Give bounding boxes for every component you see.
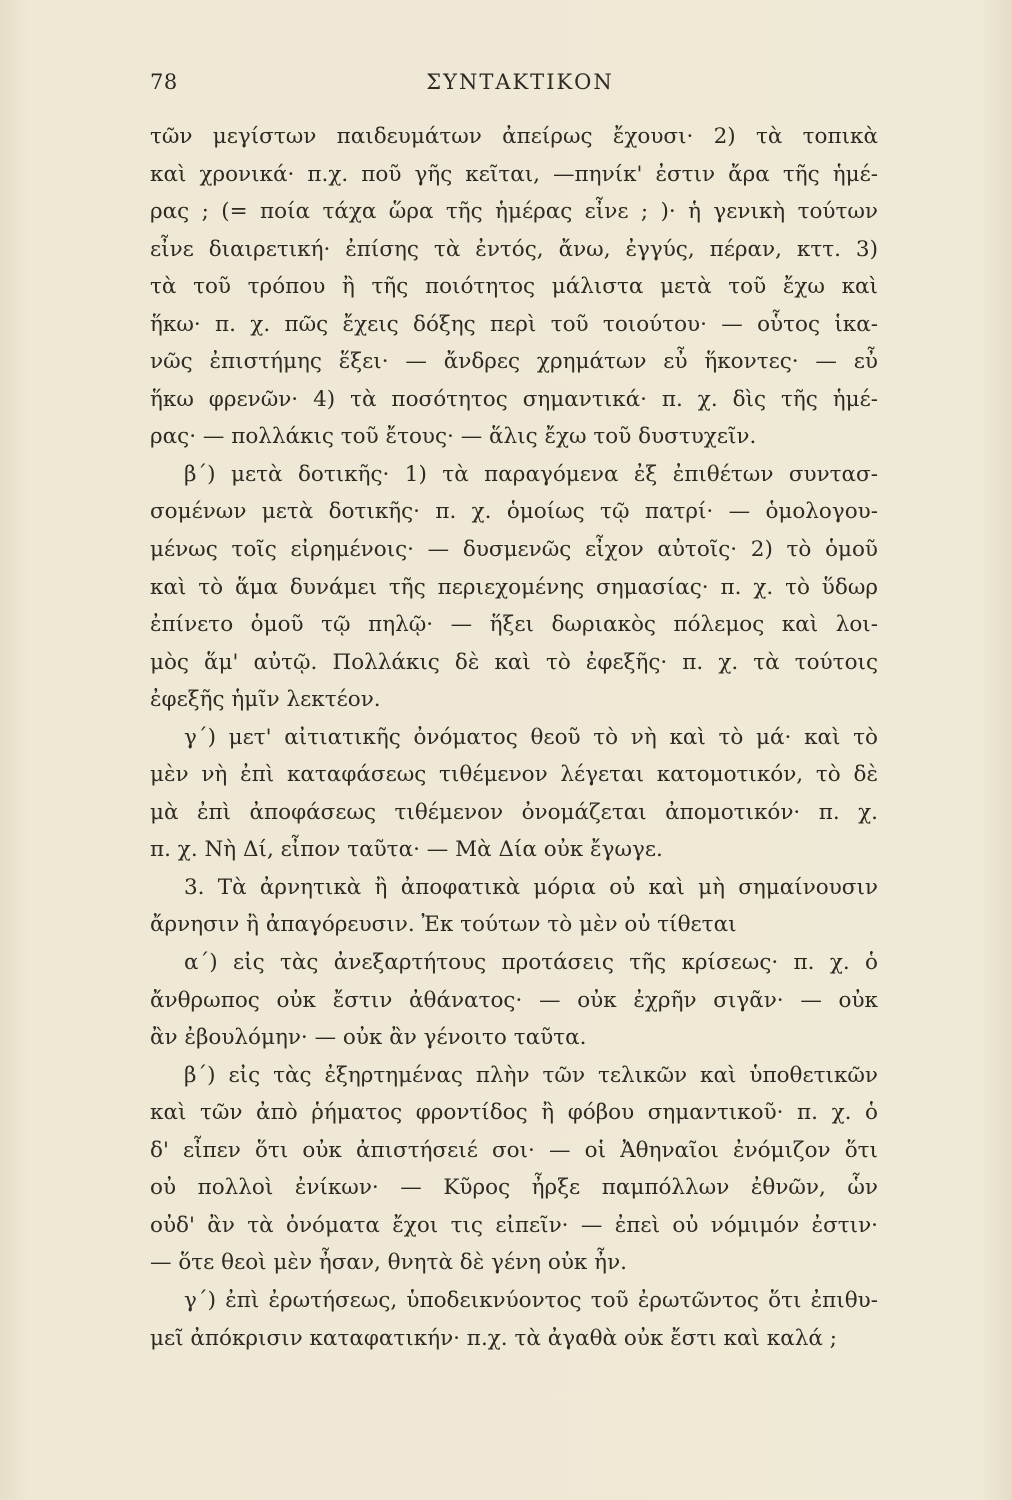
- text-line: π. χ. Νὴ Δί, εἶπον ταῦτα· — Μὰ Δία οὐκ ἔγωγε.: [150, 837, 663, 863]
- text-line: σομένων μετὰ δοτικῆς· π. χ. ὁμοίως τῷ πατρί· — ὁμολογου-: [150, 499, 878, 525]
- text-line: ἐπίνετο ὁμοῦ τῷ πηλῷ· — ἥξει δωριακὸς πόλεμος καὶ λοι-: [150, 612, 878, 638]
- text-line: καὶ τῶν ἀπὸ ῥήματος φροντίδος ἢ φόβου σημαντικοῦ· π. χ. ὁ: [150, 1100, 878, 1126]
- text-line: νῶς ἐπιστήμης ἕξει· — ἄνδρες χρημάτων εὖ ἥκοντες· — εὖ: [150, 349, 878, 375]
- page-header: [150, 70, 890, 110]
- text-line: μεῖ ἀπόκρισιν καταφατικήν· π.χ. τὰ ἀγαθὰ οὐκ ἔστι καὶ καλά ;: [150, 1325, 837, 1351]
- text-line: εἶνε διαιρετική· ἐπίσης τὰ ἐντός, ἄνω, ἐγγύς, πέραν, κττ. 3): [150, 236, 878, 262]
- text-line: 3. Τὰ ἀρνητικὰ ἢ ἀποφατικὰ μόρια οὐ καὶ μὴ σημαίνουσιν: [184, 874, 878, 900]
- text-line: ἄνθρωπος οὐκ ἔστιν ἀθάνατος· — οὐκ ἐχρῆν σιγᾶν· — οὐκ: [150, 987, 878, 1013]
- text-line: οὐδ' ἂν τὰ ὀνόματα ἔχοι τις εἰπεῖν· — ἐπεὶ οὐ νόμιμόν ἐστιν·: [150, 1212, 878, 1238]
- text-line: οὐ πολλοὶ ἐνίκων· — Κῦρος ἦρξε παμπόλλων ἐθνῶν, ὧν: [150, 1175, 878, 1201]
- text-line: ἂν ἐβουλόμην· — οὐκ ἂν γένοιτο ταῦτα.: [150, 1025, 587, 1051]
- text-line: μένως τοῖς εἰρημένοις· — δυσμενῶς εἶχον αὐτοῖς· 2) τὸ ὁμοῦ: [150, 537, 878, 563]
- text-line: δ' εἶπεν ὅτι οὐκ ἀπιστήσειέ σοι· — οἱ Ἀθηναῖοι ἐνόμιζον ὅτι: [150, 1137, 878, 1163]
- text-line: τὰ τοῦ τρόπου ἢ τῆς ποιότητος μάλιστα μετὰ τοῦ ἔχω καὶ: [150, 274, 878, 300]
- text-line: α΄) εἰς τὰς ἀνεξαρτήτους προτάσεις τῆς κρίσεως· π. χ. ὁ: [184, 950, 878, 976]
- text-line: ρας· — πολλάκις τοῦ ἔτους· — ἅλις ἔχω τοῦ δυστυχεῖν.: [150, 424, 757, 450]
- text-line: ρας ; (= ποία τάχα ὥρα τῆς ἡμέρας εἶνε ; )· ἡ γενικὴ τούτων: [150, 199, 878, 225]
- text-line: ἐφεξῆς ἡμῖν λεκτέον.: [150, 687, 381, 713]
- text-line: — ὅτε θεοὶ μὲν ἦσαν, θνητὰ δὲ γένη οὐκ ἦν.: [150, 1250, 627, 1276]
- running-title: ΣΥΝΤΑΚΤΙΚΟΝ: [426, 70, 614, 94]
- text-line: γ΄) μετ' αἰτιατικῆς ὀνόματος θεοῦ τὸ νὴ καὶ τὸ μά· καὶ τὸ: [184, 724, 878, 750]
- text-line: τῶν μεγίστων παιδευμάτων ἀπείρως ἔχουσι· 2) τὰ τοπικὰ: [150, 124, 878, 149]
- text-line: μὸς ἅμ' αὐτῷ. Πολλάκις δὲ καὶ τὸ ἐφεξῆς· π. χ. τὰ τούτοις: [150, 649, 878, 675]
- body-text: [150, 118, 878, 1357]
- text-line: μὰ ἐπὶ ἀποφάσεως τιθέμενον ὀνομάζεται ἀπομοτικόν· π. χ.: [150, 799, 878, 825]
- text-line: γ΄) ἐπὶ ἐρωτήσεως, ὑποδεικνύοντος τοῦ ἐρωτῶντος ὅτι ἐπιθυ-: [184, 1287, 878, 1313]
- text-line: ἥκω· π. χ. πῶς ἔχεις δόξης περὶ τοῦ τοιούτου· — οὗτος ἱκα-: [150, 311, 878, 337]
- page-number: 78: [150, 70, 178, 94]
- text-line: καὶ τὸ ἅμα δυνάμει τῆς περιεχομένης σημασίας· π. χ. τὸ ὕδωρ: [150, 574, 878, 600]
- text-line: ἥκω φρενῶν· 4) τὰ ποσότητος σημαντικά· π. χ. δὶς τῆς ἡμέ-: [150, 386, 878, 412]
- text-line: καὶ χρονικά· π.χ. ποῦ γῆς κεῖται, —πηνίκ' ἐστιν ἄρα τῆς ἡμέ-: [150, 161, 878, 187]
- text-line: β΄) εἰς τὰς ἐξηρτημένας πλὴν τῶν τελικῶν καὶ ὑποθετικῶν: [184, 1062, 878, 1088]
- text-line: ἄρνησιν ἢ ἀπαγόρευσιν. Ἐκ τούτων τὸ μὲν οὐ τίθεται: [150, 912, 737, 938]
- text-line: β΄) μετὰ δοτικῆς· 1) τὰ παραγόμενα ἐξ ἐπιθέτων συντασ-: [184, 461, 878, 487]
- text-line: μὲν νὴ ἐπὶ καταφάσεως τιθέμενον λέγεται κατομοτικόν, τὸ δὲ: [150, 762, 878, 788]
